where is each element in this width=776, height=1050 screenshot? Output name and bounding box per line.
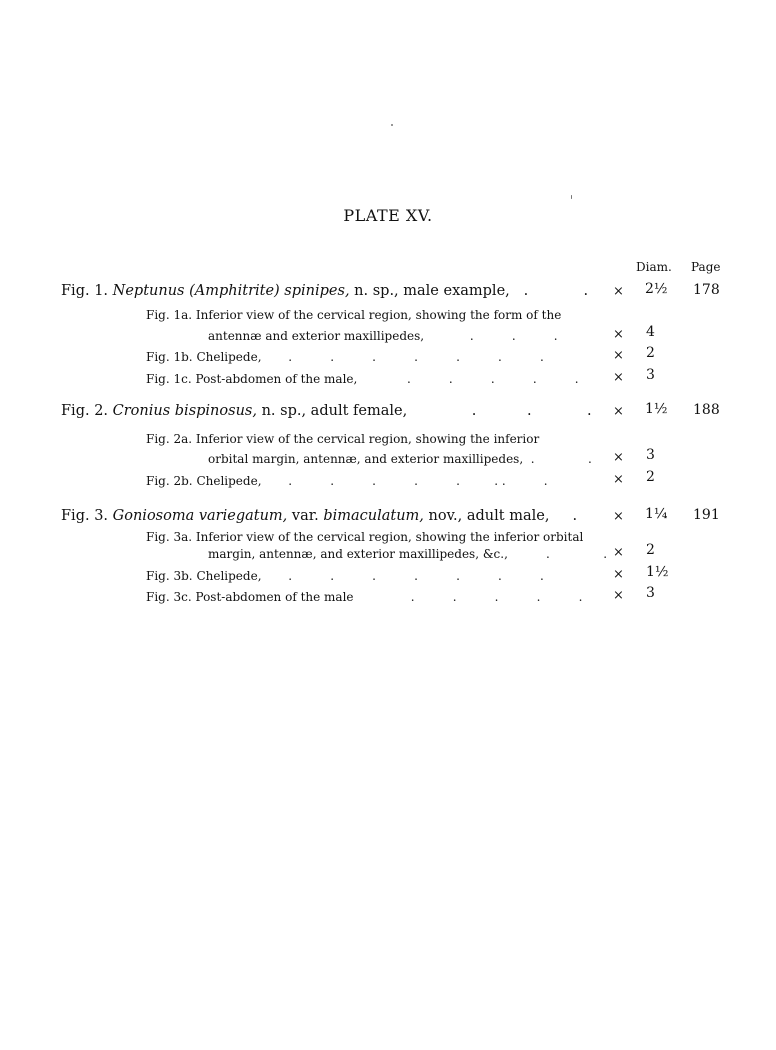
fig-1c-line: [146, 372, 579, 386]
fig-description: n. sp., adult female,: [261, 403, 408, 419]
plate-title: PLATE XV.: [343, 206, 433, 225]
subfig-label: Fig. 2a.: [146, 432, 193, 446]
page-column-header: Page: [691, 260, 721, 274]
diam-value: 2: [646, 345, 655, 361]
fig-description: nov., adult male,: [428, 508, 550, 524]
times-sign: ×: [613, 348, 624, 363]
variety-prefix: var.: [291, 508, 319, 524]
subfig-description: Post-abdomen of the male: [195, 590, 354, 604]
fig-2-line: [61, 403, 592, 419]
times-sign: ×: [613, 545, 624, 560]
fig-label: Fig. 3.: [61, 508, 109, 524]
leader-dots: . .: [526, 452, 592, 466]
fig-2a-line2: [208, 452, 592, 466]
species-name: Goniosoma variegatum,: [112, 508, 288, 524]
leader-dots: . . .: [427, 329, 558, 343]
subfig-description: Chelipede,: [196, 569, 262, 583]
fig-3-line: [61, 508, 577, 524]
scan-speck: [391, 124, 393, 126]
subfig-description: Inferior view of the cervical region, showing the form of the: [195, 308, 562, 322]
fig-3a-line: [146, 530, 583, 544]
diam-value: 4: [646, 324, 655, 340]
times-sign: ×: [613, 404, 624, 419]
fig-3a-line2: [208, 547, 607, 561]
leader-dots: .: [554, 508, 578, 524]
fig-description: n. sp., male example,: [354, 283, 510, 299]
diam-value: 3: [646, 585, 655, 601]
leader-dots: . . . . . . . .: [265, 474, 548, 488]
subfig-label: Fig. 1c.: [146, 372, 192, 386]
subfig-label: Fig. 3c.: [146, 590, 192, 604]
species-name: Cronius bispinosus,: [112, 403, 257, 419]
subfig-label: Fig. 3a.: [146, 530, 193, 544]
subfig-description: Post-abdomen of the male,: [195, 372, 358, 386]
page-number: 191: [693, 507, 720, 523]
fig-1a-line: [146, 308, 561, 322]
times-sign: ×: [613, 284, 624, 299]
diam-value: 1½: [646, 564, 669, 580]
diam-value: 2: [646, 542, 655, 558]
leader-dots: . . .: [411, 403, 592, 419]
diam-value: 2: [646, 469, 655, 485]
times-sign: ×: [613, 450, 624, 465]
subfig-description: Chelipede,: [196, 474, 262, 488]
times-sign: ×: [613, 588, 624, 603]
times-sign: ×: [613, 509, 624, 524]
subfig-label: Fig. 1b.: [146, 350, 193, 364]
subfig-label: Fig. 3b.: [146, 569, 193, 583]
subfig-description-cont: margin, antennæ, and exterior maxillipedes, &c.,: [208, 547, 508, 561]
subfig-label: Fig. 2b.: [146, 474, 193, 488]
page-number: 188: [693, 402, 720, 418]
diam-value: 1½: [645, 401, 668, 417]
fig-3c-line: [146, 590, 582, 604]
diam-value: 3: [646, 367, 655, 383]
leader-dots: . .: [514, 283, 589, 299]
fig-label: Fig. 1.: [61, 283, 109, 299]
diam-value: 1¼: [645, 506, 668, 522]
fig-label: Fig. 2.: [61, 403, 109, 419]
times-sign: ×: [613, 472, 624, 487]
diam-column-header: Diam.: [636, 260, 672, 274]
fig-1-line: [61, 283, 588, 299]
subfig-description: Inferior view of the cervical region, showing the inferior: [195, 432, 540, 446]
fig-2a-line: [146, 432, 539, 446]
leader-dots: . . . . .: [357, 590, 583, 604]
subfig-description-cont: orbital margin, antennæ, and exterior maxillipedes,: [208, 452, 524, 466]
page-number: 178: [693, 282, 720, 298]
fig-1a-line2: [208, 329, 558, 343]
fig-3b-line: [146, 569, 544, 583]
leader-dots: . .: [511, 547, 608, 561]
subfig-label: Fig. 1a.: [146, 308, 193, 322]
leader-dots: . . . . . . .: [265, 350, 544, 364]
diam-value: 3: [646, 447, 655, 463]
fig-1b-line: [146, 350, 544, 364]
times-sign: ×: [613, 327, 624, 342]
subfig-description: Inferior view of the cervical region, showing the inferior orbital: [195, 530, 584, 544]
fig-2b-line: [146, 474, 548, 488]
leader-dots: . . . . . . .: [265, 569, 544, 583]
times-sign: ×: [613, 567, 624, 582]
subfig-description: Chelipede,: [196, 350, 262, 364]
variety-name: bimaculatum,: [323, 508, 424, 524]
species-name: Neptunus (Amphitrite) spinipes,: [112, 283, 350, 299]
leader-dots: . . . . .: [361, 372, 579, 386]
times-sign: ×: [613, 370, 624, 385]
subfig-description-cont: antennæ and exterior maxillipedes,: [208, 329, 425, 343]
diam-value: 2½: [645, 281, 668, 297]
scan-speck: [571, 195, 572, 199]
